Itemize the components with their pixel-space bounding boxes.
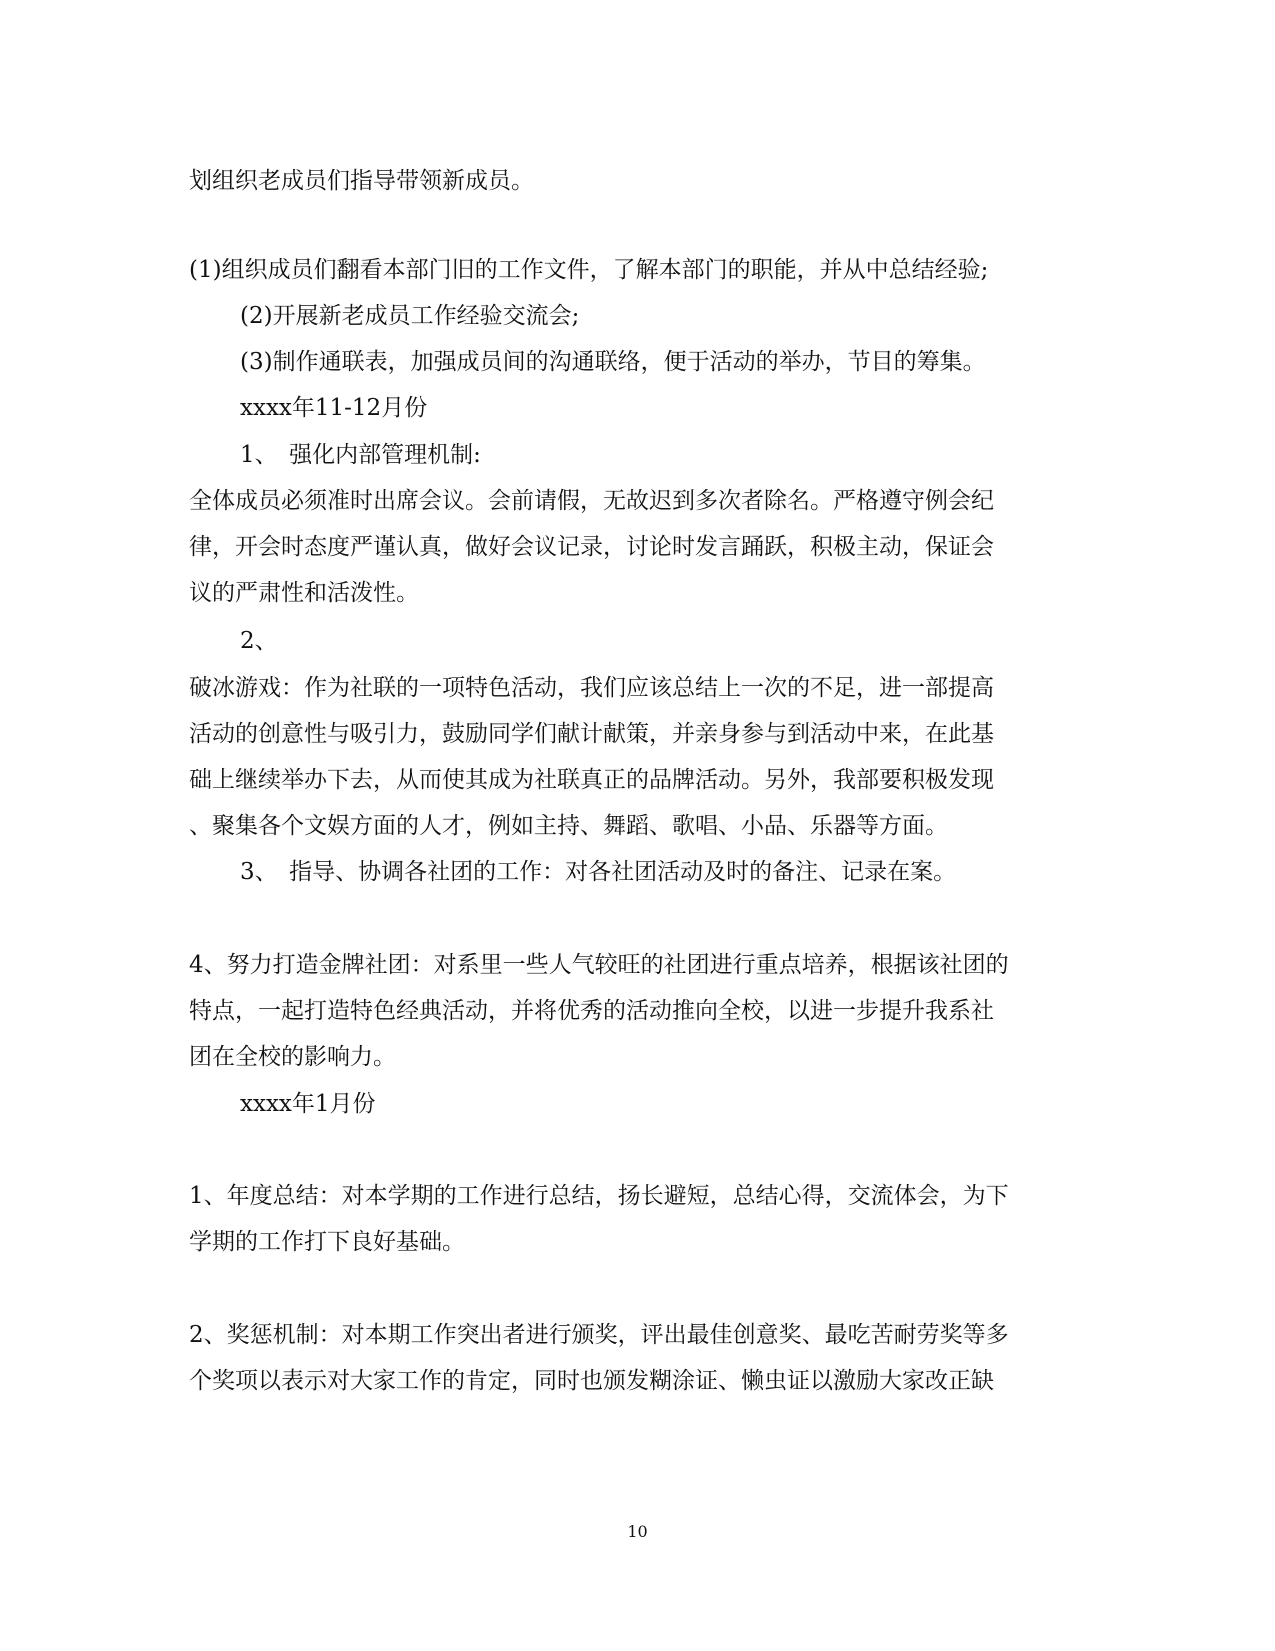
page-number: 10 (627, 1522, 648, 1541)
text-line: 础上继续举办下去，从而使其成为社联真正的品牌活动。另外，我部要积极发现 (189, 767, 994, 793)
text-line: 活动的创意性与吸引力，鼓励同学们献计献策，并亲身参与到活动中来，在此基 (189, 721, 994, 747)
text-line: 议的严肃性和活泼性。 (189, 580, 419, 606)
text-line: 2、 (240, 628, 278, 654)
text-line: 3、 指导、协调各社团的工作：对各社团活动及时的备注、记录在案。 (240, 859, 957, 885)
text-line: 2、奖惩机制：对本期工作突出者进行颁奖，评出最佳创意奖、最吃苦耐劳奖等多 (189, 1322, 1009, 1348)
text-line: 全体成员必须准时出席会议。会前请假，无故迟到多次者除名。严格遵守例会纪 (189, 488, 994, 514)
text-line: 个奖项以表示对大家工作的肯定，同时也颁发糊涂证、懒虫证以激励大家改正缺 (189, 1368, 994, 1394)
text-line: 划组织老成员们指导带领新成员。 (189, 168, 534, 194)
text-line: 特点，一起打造特色经典活动，并将优秀的活动推向全校，以进一步提升我系社 (189, 998, 994, 1024)
text-line: (3)制作通联表，加强成员间的沟通联络，便于活动的举办，节目的筹集。 (240, 349, 986, 375)
text-line: (2)开展新老成员工作经验交流会; (240, 303, 580, 329)
text-line: 4、努力打造金牌社团：对系里一些人气较旺的社团进行重点培养，根据该社团的 (189, 952, 1009, 978)
text-line: 1、 强化内部管理机制: (240, 442, 481, 468)
text-line: xxxx年1月份 (240, 1091, 376, 1117)
text-line: 律，开会时态度严谨认真，做好会议记录，讨论时发言踊跃，积极主动，保证会 (189, 534, 994, 560)
text-line: (1)组织成员们翻看本部门旧的工作文件，了解本部门的职能，并从中总结经验; (189, 257, 989, 283)
text-line: 、聚集各个文娱方面的人才，例如主持、舞蹈、歌唱、小品、乐器等方面。 (189, 813, 948, 839)
text-line: 学期的工作打下良好基础。 (189, 1229, 465, 1255)
text-line: xxxx年11-12月份 (240, 395, 428, 421)
text-line: 团在全校的影响力。 (189, 1044, 396, 1070)
text-line: 破冰游戏：作为社联的一项特色活动，我们应该总结上一次的不足，进一部提高 (189, 675, 994, 701)
text-line: 1、年度总结：对本学期的工作进行总结，扬长避短，总结心得，交流体会，为下 (189, 1183, 1009, 1209)
